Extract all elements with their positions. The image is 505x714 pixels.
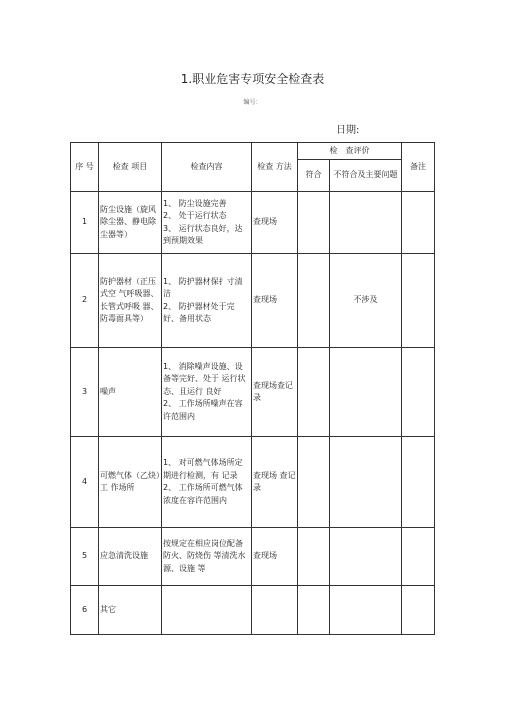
row-content <box>162 528 252 586</box>
row-method: 查现场 <box>252 528 298 586</box>
row-method: 查现场 查记录 <box>252 437 298 528</box>
row-nonconform <box>330 586 402 635</box>
row-seq: 3 <box>71 348 99 437</box>
content-line: 2、 处于运行状态 <box>163 211 227 220</box>
row-nonconform <box>330 348 402 437</box>
row-item: 应急清洗设施 <box>99 528 162 586</box>
row-remark <box>402 192 435 254</box>
content-line: 按规定在相应岗位配备防火、防烧伤 等清洗水源、设施 等 <box>163 538 246 573</box>
header-remark: 备注 <box>402 143 435 192</box>
row-seq: 4 <box>71 437 99 528</box>
content-line: 1、 消除噪声设施、设备等完好、处于 运行状态、且运行 良好 <box>163 361 246 396</box>
row-remark <box>402 254 435 348</box>
row-remark <box>402 528 435 586</box>
row-conform <box>298 254 330 348</box>
header-content: 检查内容 <box>162 143 252 192</box>
row-method <box>252 586 298 635</box>
content-line: 1、 防护器材保扌寸清 洁 <box>163 276 243 298</box>
row-nonconform <box>330 437 402 528</box>
row-method: 查现场查记录 <box>252 348 298 437</box>
row-remark <box>402 437 435 528</box>
header-seq: 序 号 <box>71 143 99 192</box>
content-line: 1、 对可燃气体场所定期进行检测，有 记录 <box>163 458 243 480</box>
row-conform <box>298 348 330 437</box>
header-conform: 符合 <box>298 160 330 192</box>
row-item: 其它 <box>99 586 162 635</box>
row-method: 查现场 <box>252 192 298 254</box>
row-remark <box>402 348 435 437</box>
table-row <box>71 528 435 586</box>
row-item: 可燃气体（乙炔）工 作场所 <box>99 437 162 528</box>
date-label: 日期: <box>336 125 360 136</box>
row-content <box>162 348 252 437</box>
row-nonconform <box>330 192 402 254</box>
row-conform <box>298 528 330 586</box>
row-content <box>162 437 252 528</box>
header-evaluation: 检 查评价 <box>298 143 402 160</box>
row-method: 查现场 <box>252 254 298 348</box>
table-row <box>71 348 435 437</box>
document-title: 1.职业危害专项安全检查表 <box>180 72 325 86</box>
row-item: 防尘设施（旋风除尘器、静电除 尘器等） <box>99 192 162 254</box>
header-nonconform: 不符合及主要问题 <box>330 160 402 192</box>
row-remark <box>402 586 435 635</box>
content-line: 2、 工作场所可燃气体浓度在容许范围内 <box>163 483 243 505</box>
row-nonconform: 不涉及 <box>330 254 402 348</box>
table-row <box>71 254 435 348</box>
row-seq: 1 <box>71 192 99 254</box>
content-line: 2、 工作场所噪声在容许范围内 <box>163 399 243 421</box>
inspection-table <box>70 142 435 635</box>
row-seq: 5 <box>71 528 99 586</box>
row-content <box>162 586 252 635</box>
row-seq: 6 <box>71 586 99 635</box>
row-nonconform <box>330 528 402 586</box>
content-line: 1、 防尘设施完善 <box>163 198 227 208</box>
row-item: 噪声 <box>99 348 162 437</box>
row-item: 防护器材（正压式空 气呼吸器、 长管式呼吸 器、防毒面具等） <box>99 254 162 348</box>
row-content <box>162 192 252 254</box>
row-conform <box>298 192 330 254</box>
table-row <box>71 437 435 528</box>
row-conform <box>298 586 330 635</box>
row-content <box>162 254 252 348</box>
content-line: 3、 运行状态良好，达到预期效果 <box>163 223 243 245</box>
serial-number-label: 编号： <box>243 99 262 106</box>
row-seq: 2 <box>71 254 99 348</box>
table-row <box>71 586 435 635</box>
header-item: 检查 项目 <box>99 143 162 192</box>
content-line: 2、 防护器材处于完好、备用状态 <box>163 301 235 323</box>
header-method: 检查 方法 <box>252 143 298 192</box>
table-row <box>71 192 435 254</box>
row-conform <box>298 437 330 528</box>
